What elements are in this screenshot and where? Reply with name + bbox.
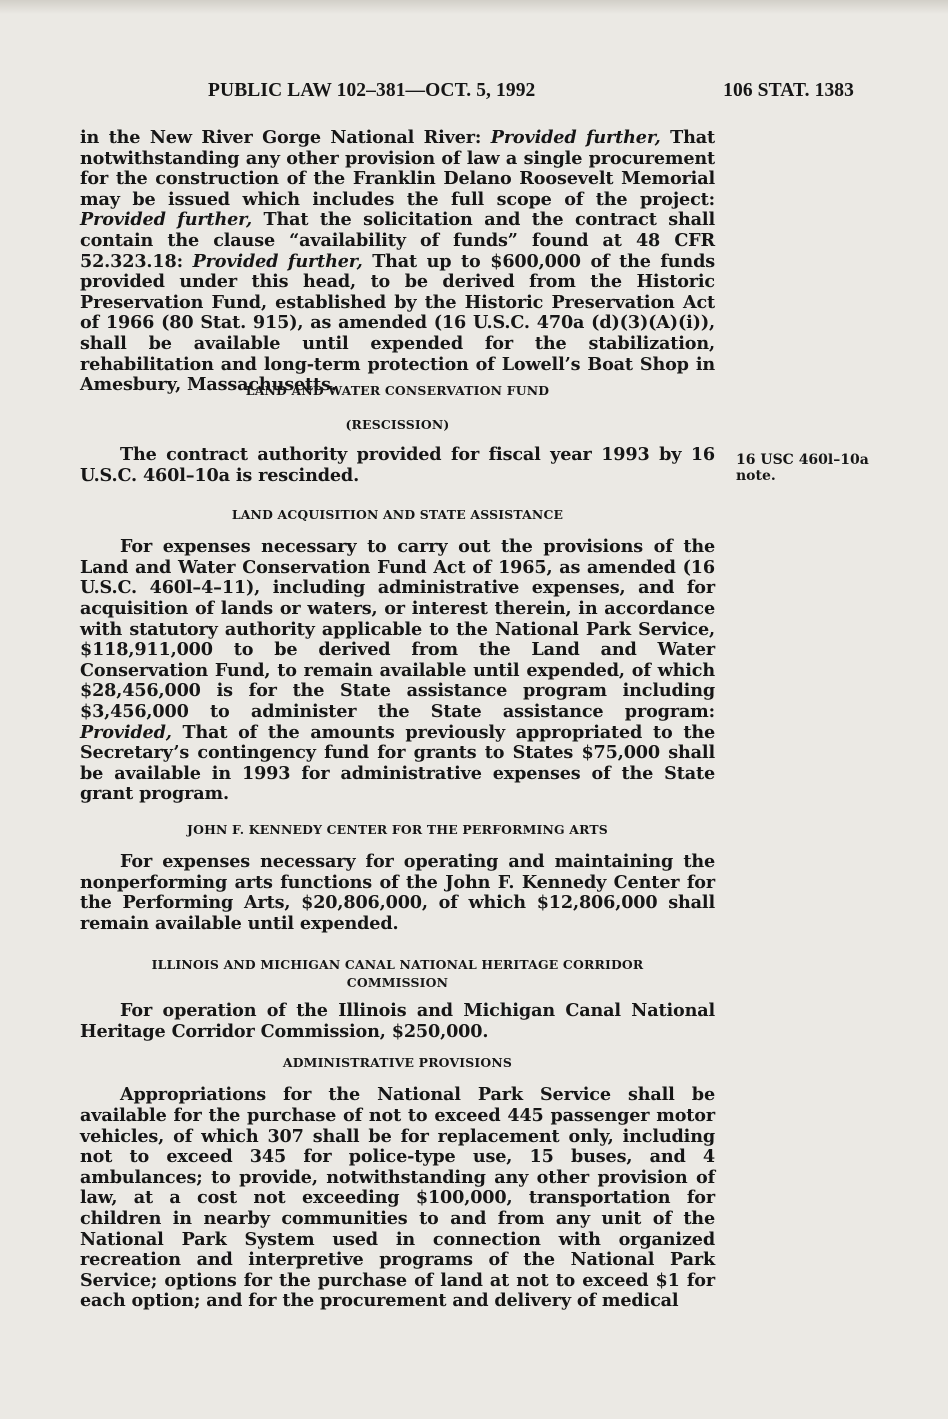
paragraph-land-acquisition: For expenses necessary to carry out the provisions of the Land and Water Conservation Fund Act of 1965, as amended (16 U.S.C. 460l–4–11), including administrative expenses, and for acquisition of lands or waters, or interest therein, in accordance with statutory authority applicable to the National Park Service, $118,911,000 to be derived from the Land and Water Conservation Fund, to remain available until expended, of which $28,456,000 is for the State assistance program including $3,456,000 to administer the State assistance program: Provided, That of the amounts previously appropriated to the Secretary’s contingency fund for grants to States $75,000 shall be available in 1993 for administrative expenses of the State grant program. (80, 536, 715, 805)
heading-lwcf: LAND AND WATER CONSERVATION FUND (245, 383, 550, 398)
text-column (80, 128, 715, 1312)
margin-note-usc (736, 452, 886, 484)
scan-edge-shadow (0, 0, 948, 14)
heading-land-acquisition: LAND ACQUISITION AND STATE ASSISTANCE (231, 507, 564, 523)
paragraph-fdr-memorial: in the New River Gorge National River: Provided further, That notwithstanding any other provision of law a single procurement for the construction of the Franklin Delano Roosevelt Memorial may be issued which includes the full scope of the project: Provided further, That the solicitation and the contract shall contain the clause “availability of funds” found at 48 CFR 52.323.18: Provided further, That up to $600,000 of the funds provided under this head, to be derived from the Historic Preservation Fund, established by the Historic Preservation Act of 1966 (80 Stat. 915), as amended (16 U.S.C. 470a (d)(3)(A)(i)), shall be available until expended for the stabilization, rehabilitation and long-term protection of Lowell’s Boat Shop in Amesbury, Massachusetts. (80, 127, 715, 396)
header-stat-ref: 106 STAT. 1383 (723, 80, 854, 101)
margin-note-citation: 16 USC 460l–10a (736, 452, 869, 468)
margin-note-label: note. (736, 468, 776, 484)
heading-commission: COMMISSION (346, 975, 449, 991)
heading-illinois-michigan: ILLINOIS AND MICHIGAN CANAL NATIONAL HERITAGE CORRIDOR (151, 957, 644, 973)
header-title: PUBLIC LAW 102–381—OCT. 5, 1992 (208, 80, 536, 101)
heading-administrative-provisions: ADMINISTRATIVE PROVISIONS (282, 1055, 513, 1071)
paragraph-rescission: The contract authority provided for fiscal year 1993 by 16 U.S.C. 460l–10a is rescinded. (80, 444, 715, 486)
paragraph-heritage-corridor: For operation of the Illinois and Michigan Canal National Heritage Corridor Commission, $250,000. (80, 1000, 715, 1042)
paragraph-administrative-provisions: Appropriations for the National Park Service shall be available for the purchase of not to exceed 445 passenger motor vehicles, of which 307 shall be for replacement only, including not to exceed 345 for police-type use, 15 buses, and 4 ambulances; to provide, notwithstanding any other provision of law, at a cost not exceeding $100,000, transportation for children in nearby communities to and from any unit of the National Park System used in connection with organized recreation and interpretive programs of the National Park Service; options for the purchase of land at not to exceed $1 for each option; and for the procurement and delivery of medical (80, 1084, 715, 1312)
heading-rescission: (RESCISSION) (345, 417, 450, 432)
paragraph-kennedy-center: For expenses necessary for operating and maintaining the nonperforming arts functions of the John F. Kennedy Center for the Performing Arts, $20,806,000, of which $12,806,000 shall remain available until expended. (80, 850, 715, 934)
heading-kennedy-center: JOHN F. KENNEDY CENTER FOR THE PERFORMING ARTS (187, 821, 608, 837)
